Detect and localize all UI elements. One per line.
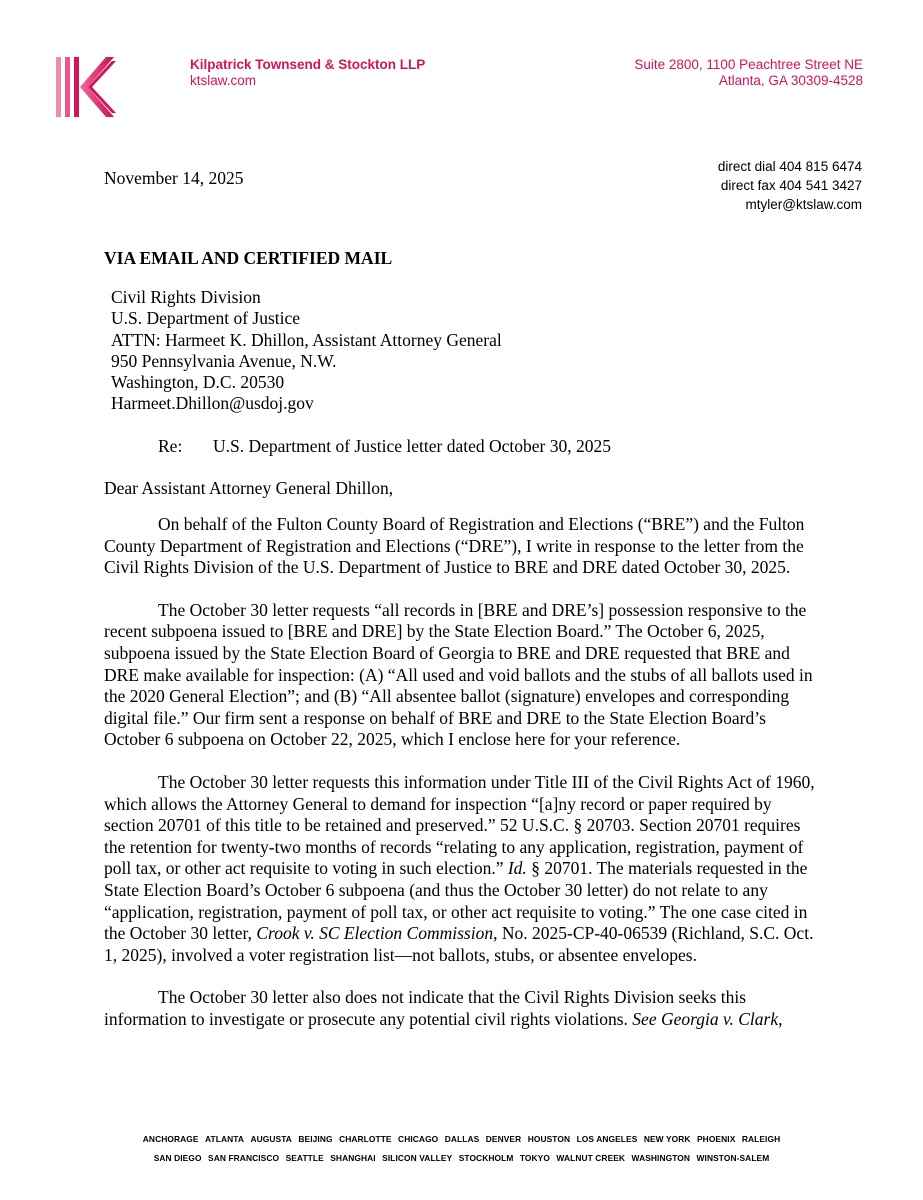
paragraph-text: § 20701. The materials requested in the State Election Board’s October 6 subpoena (and thus the October 30 letter) do not relate to any “application, registration, payment of poll tax, or other act requisite to voting.” The one case cited in the October 30 letter, <box>104 858 808 944</box>
firm-address <box>634 57 863 89</box>
office-name: CHARLOTTE <box>339 1134 392 1144</box>
paragraph-text: , <box>778 1008 783 1029</box>
firm-logo-icon <box>56 57 116 117</box>
office-name: RALEIGH <box>741 1134 781 1144</box>
paragraph-text: , No. 2025-CP-40-06539 (Richland, S.C. Oct. 1, 2025), involved a voter registration list—not ballots, stubs, or absentee envelopes. <box>104 923 814 965</box>
office-name: TOKYO <box>519 1153 550 1163</box>
firm-name: Kilpatrick Townsend & Stockton LLP <box>190 57 426 72</box>
office-name: SAN DIEGO <box>153 1153 202 1163</box>
body-paragraph: The October 30 letter requests “all records in [BRE and DRE’s] possession responsive to the recent subpoena issued to [BRE and DRE] by the State Election Board.” The October 6, 2025, subpoena issued by the State Election Board of Georgia to BRE and DRE requested that BRE and DRE make available for inspection: (A) “All used and void ballots and the stubs of all ballots used in the 2020 General Election”; and (B) “All absentee ballot (signature) envelopes and corresponding digital file.” Our firm sent a response on behalf of BRE and DRE to the State Election Board’s October 6 subpoena on October 22, 2025, which I enclose here for your reference. <box>104 599 813 750</box>
office-name: DALLAS <box>444 1134 480 1144</box>
re-subject: U.S. Department of Justice letter dated October 30, 2025 <box>213 436 612 456</box>
re-label: Re: <box>158 436 183 456</box>
contact-email[interactable]: mtyler@ktslaw.com <box>745 197 862 212</box>
office-name: SAN FRANCISCO <box>208 1153 280 1163</box>
addressee-line: 950 Pennsylvania Avenue, N.W. <box>111 350 337 371</box>
letter-body <box>104 514 824 1051</box>
citation-id: Id. <box>507 858 527 879</box>
office-name: WASHINGTON <box>631 1153 691 1163</box>
office-name: WINSTON-SALEM <box>696 1153 770 1163</box>
delivery-method: VIA EMAIL AND CERTIFIED MAIL <box>104 248 393 268</box>
addressee-line: Washington, D.C. 20530 <box>111 372 285 393</box>
office-name: STOCKHOLM <box>458 1153 514 1163</box>
firm-address-line2: Atlanta, GA 30309-4528 <box>718 73 863 88</box>
office-name: SILICON VALLEY <box>382 1153 453 1163</box>
office-name: ANCHORAGE <box>142 1134 199 1144</box>
office-row-1 <box>0 1130 923 1149</box>
contact-block <box>718 157 862 214</box>
office-name: CHICAGO <box>398 1134 439 1144</box>
addressee-block <box>111 287 502 415</box>
firm-header <box>190 57 425 89</box>
addressee-line: Civil Rights Division <box>111 287 261 307</box>
office-name: BEIJING <box>298 1134 333 1144</box>
office-name: LOS ANGELES <box>576 1134 638 1144</box>
direct-fax: direct fax 404 541 3427 <box>720 178 862 193</box>
letter-date: November 14, 2025 <box>104 168 244 188</box>
office-name: SEATTLE <box>285 1153 324 1163</box>
body-paragraph <box>104 772 824 966</box>
addressee-email[interactable]: Harmeet.Dhillon@usdoj.gov <box>111 393 314 414</box>
case-citation: Crook v. SC Election Commission <box>256 923 494 944</box>
body-paragraph <box>104 987 824 1030</box>
paragraph-text: The October 30 letter also does not indicate that the Civil Rights Division seeks this information to investigate or prosecute any potential civil rights violations. <box>104 987 747 1029</box>
office-name: ATLANTA <box>205 1134 245 1144</box>
firm-website[interactable]: ktslaw.com <box>190 73 257 88</box>
office-name: HOUSTON <box>527 1134 571 1144</box>
office-name: WALNUT CREEK <box>556 1153 626 1163</box>
office-name: DENVER <box>485 1134 522 1144</box>
re-line <box>158 436 611 457</box>
addressee-line: ATTN: Harmeet K. Dhillon, Assistant Attorney General <box>111 329 502 350</box>
office-name: PHOENIX <box>696 1134 736 1144</box>
direct-dial: direct dial 404 815 6474 <box>717 159 862 174</box>
firm-address-line1: Suite 2800, 1100 Peachtree Street NE <box>634 57 863 72</box>
paragraph-text: The October 30 letter requests this information under Title III of the Civil Rights Act of 1960, which allows the Attorney General to demand for inspection “[a]ny record or paper required by section 20701 of this title to be retained and preserved.” 52 U.S.C. § 20703. Section 20701 requires the retention for twenty-two months of records “relating to any application, registration, payment of poll tax, or other act requisite to voting in such election.” <box>104 771 815 879</box>
office-name: SHANGHAI <box>330 1153 376 1163</box>
addressee-line: U.S. Department of Justice <box>111 308 301 329</box>
office-row-2 <box>0 1149 923 1168</box>
office-locations-footer <box>0 1130 923 1168</box>
salutation: Dear Assistant Attorney General Dhillon, <box>104 478 394 498</box>
office-name: NEW YORK <box>643 1134 691 1144</box>
office-name: AUGUSTA <box>250 1134 292 1144</box>
body-paragraph: On behalf of the Fulton County Board of Registration and Elections (“BRE”) and the Fulton County Department of Registration and Elections (“DRE”), I write in response to the letter from the Civil Rights Division of the U.S. Department of Justice to BRE and DRE dated October 30, 2025. <box>104 514 805 578</box>
case-citation: See Georgia v. Clark <box>632 1008 779 1029</box>
